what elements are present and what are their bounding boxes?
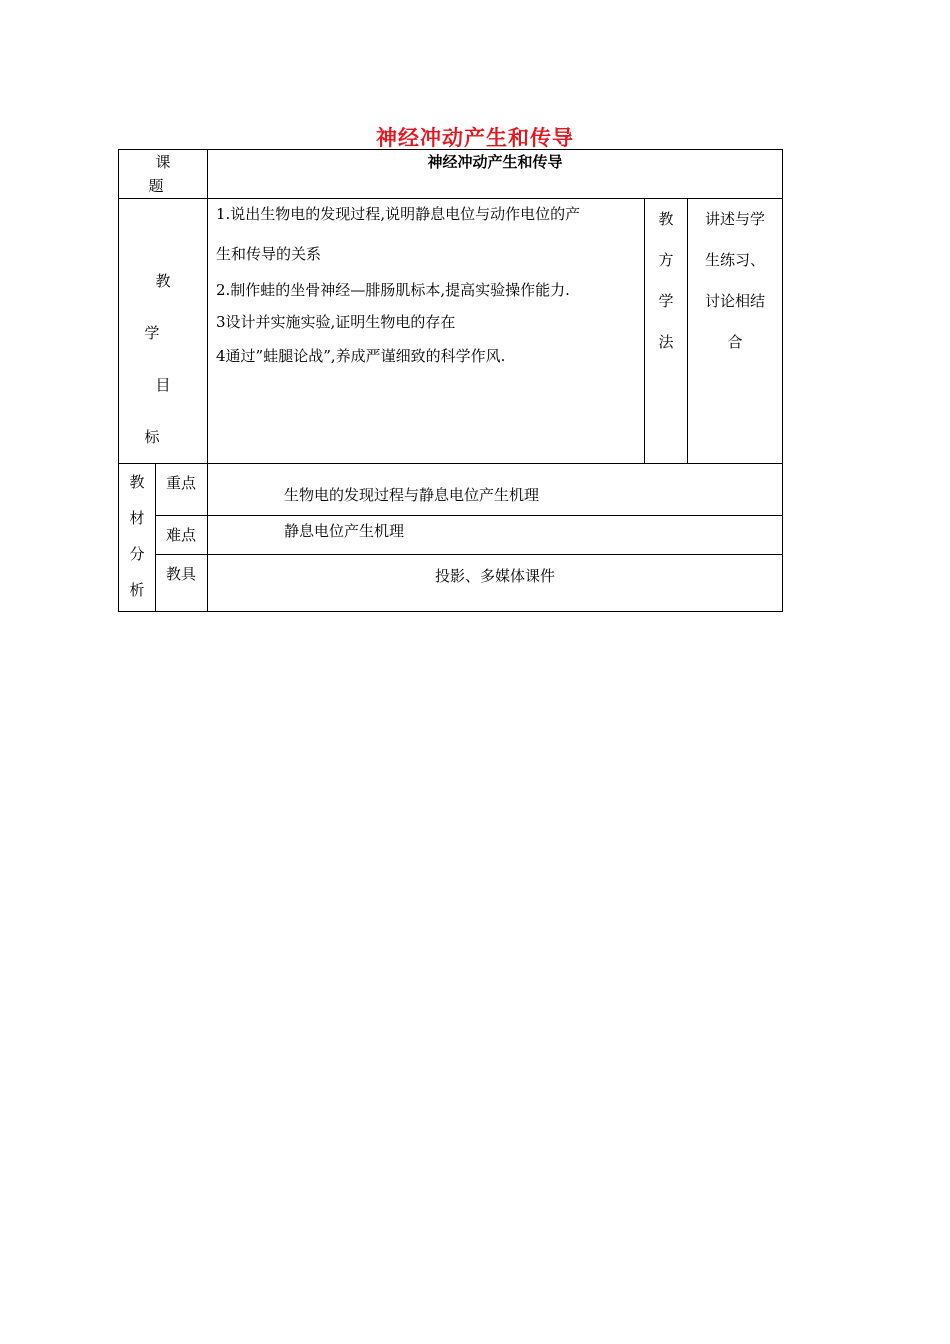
goal-item: 1.说出生物电的发现过程,说明静息电位与动作电位的产: [216, 205, 581, 223]
document-title: 神经冲动产生和传导: [376, 126, 574, 150]
topic-row: [119, 150, 783, 199]
goals-label-line-1: 教 学: [144, 272, 193, 342]
tools-row: [119, 555, 783, 612]
goal-item: 生和传导的关系: [216, 245, 322, 263]
topic-label: 课 题: [119, 150, 208, 199]
analysis-label: [119, 464, 156, 612]
topic-value: 神经冲动产生和传导: [208, 150, 783, 199]
tools-label: 教具: [156, 555, 208, 612]
method-label-char: 法: [658, 333, 674, 351]
analysis-label-char: 分: [129, 545, 145, 563]
difficulty-row: [119, 516, 783, 555]
method-value-line: 讲述与学: [705, 210, 766, 228]
goals-list: [208, 199, 645, 464]
key-point-value: 生物电的发现过程与静息电位产生机理: [208, 464, 783, 516]
goals-label-line-2: 目 标: [144, 376, 193, 446]
goal-item: 4通过”蛙腿论战”,养成严谨细致的科学作风.: [216, 347, 506, 365]
analysis-label-char: 材: [129, 509, 145, 527]
method-value-line: 讨论相结: [705, 292, 766, 310]
method-label-char: 学: [658, 292, 674, 310]
method-label-char: 教: [658, 210, 674, 228]
goal-item: 3设计并实施实验,证明生物电的存在: [216, 313, 456, 331]
method-label: [645, 199, 688, 464]
analysis-label-char: 教: [129, 473, 145, 491]
method-value: [688, 199, 783, 464]
difficulty-value: 静息电位产生机理: [208, 516, 783, 555]
method-value-line: 生练习、: [705, 251, 766, 269]
difficulty-label: 难点: [156, 516, 208, 555]
analysis-label-char: 析: [129, 581, 145, 599]
method-label-char: 方: [658, 251, 674, 269]
key-point-label: 重点: [156, 464, 208, 516]
goals-label: [119, 199, 208, 464]
goals-row: [119, 199, 783, 464]
method-value-line: 合: [727, 333, 743, 351]
key-point-row: [119, 464, 783, 516]
lesson-plan-table: [118, 149, 783, 612]
tools-value: 投影、多媒体课件: [208, 555, 783, 612]
goal-item: 2.制作蛙的坐骨神经—腓肠肌标本,提高实验操作能力.: [216, 281, 570, 299]
